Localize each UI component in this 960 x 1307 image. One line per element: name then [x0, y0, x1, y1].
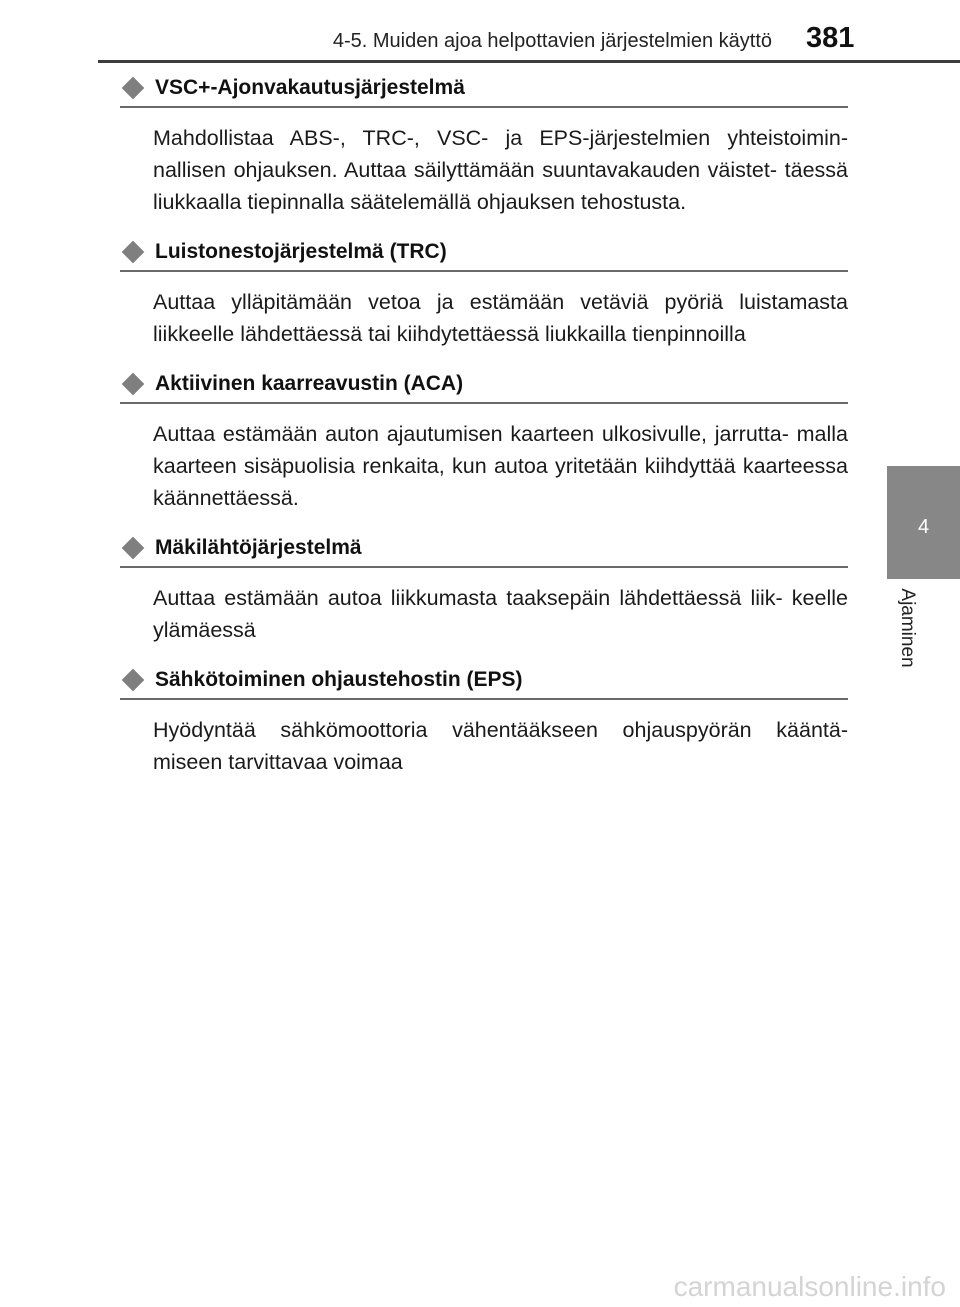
section-body: Auttaa ylläpitämään vetoa ja estämään vetäviä pyöriä luistamasta liikkeelle lähdettäessä tai kiihdytettäessä liukkailla tienpinnoilla	[153, 290, 848, 346]
section-title: Aktiivinen kaarreavustin (ACA)	[155, 372, 464, 395]
section-trc	[120, 236, 848, 350]
section-body: Mahdollistaa ABS-, TRC-, VSC- ja EPS-järjestelmien yhteistoimin- nallisen ohjauksen. Auttaa säilyttämään suuntavakauden väistet- täessä liukkaalla tiepinnalla säätelemällä ohjauksen tehostusta.	[153, 126, 848, 214]
section-vsc	[120, 72, 848, 218]
page-number: 381	[806, 22, 855, 54]
section-heading	[120, 368, 848, 404]
section-title: Luistonestojärjestelmä (TRC)	[155, 240, 447, 263]
section-heading	[120, 664, 848, 700]
section-body: Auttaa estämään auton ajautumisen kaarteen ulkosivulle, jarrutta- malla kaarteen sisäpuolisia renkaita, kun autoa yritetään kiihdyttää kaarteessa käännettäessä.	[153, 422, 848, 510]
section-heading	[120, 532, 848, 568]
diamond-icon	[122, 537, 145, 560]
diamond-icon	[122, 77, 145, 100]
chapter-label	[894, 582, 920, 674]
section-eps	[120, 664, 848, 778]
watermark: carmanualsonline.info	[673, 1271, 946, 1302]
diamond-icon	[122, 669, 145, 692]
section-aca	[120, 368, 848, 514]
section-title: Sähkötoiminen ohjaustehostin (EPS)	[155, 668, 523, 691]
chapter-number: 4	[917, 516, 930, 538]
diamond-icon	[122, 241, 145, 264]
section-title: VSC+-Ajonvakautusjärjestelmä	[155, 76, 465, 99]
header-section-title: 4-5. Muiden ajoa helpottavien järjestelmien käyttö	[332, 30, 772, 52]
section-body: Auttaa estämään autoa liikkumasta taaksepäin lähdettäessä liik- keelle ylämäessä	[153, 586, 848, 642]
diamond-icon	[122, 373, 145, 396]
chapter-tab	[887, 466, 960, 579]
section-heading	[120, 236, 848, 272]
section-body: Hyödyntää sähkömoottoria vähentääkseen ohjauspyörän kääntä- miseen tarvittavaa voimaa	[153, 718, 848, 774]
page-content	[120, 72, 848, 796]
section-heading	[120, 72, 848, 108]
section-title: Mäkilähtöjärjestelmä	[155, 536, 362, 559]
section-hill-start	[120, 532, 848, 646]
header-divider	[98, 60, 960, 63]
page-header	[0, 0, 960, 62]
chapter-label-text: Ajaminen	[897, 588, 918, 668]
